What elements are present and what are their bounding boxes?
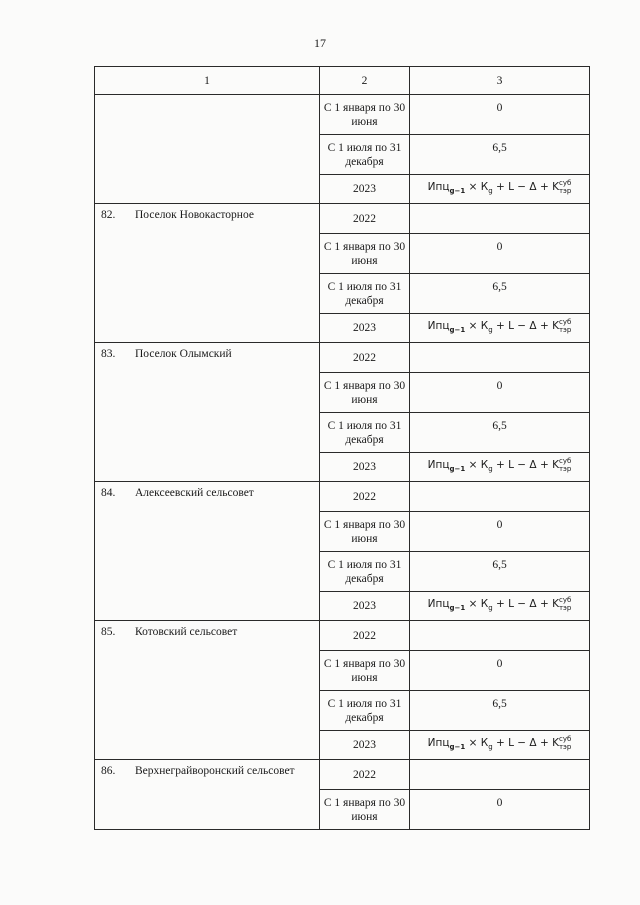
year-cell: 2022 <box>320 343 410 373</box>
municipality-cell <box>95 204 320 343</box>
value-cell-empty <box>410 204 590 234</box>
header-col-1: 1 <box>95 67 320 95</box>
value-cell-empty <box>410 482 590 512</box>
year-cell: 2022 <box>320 482 410 512</box>
value-cell: 0 <box>410 373 590 413</box>
year-cell: 2022 <box>320 204 410 234</box>
table-row <box>95 95 590 135</box>
period-cell: С 1 июля по 31 декабря <box>320 413 410 453</box>
formula-cell <box>410 592 590 621</box>
tariff-table <box>94 66 590 830</box>
period-cell: С 1 июля по 31 декабря <box>320 135 410 175</box>
period-cell: С 1 июля по 31 декабря <box>320 552 410 592</box>
row-number: 83. <box>101 348 116 360</box>
formula-cell <box>410 314 590 343</box>
value-cell-empty <box>410 621 590 651</box>
header-col-3: 3 <box>410 67 590 95</box>
municipality-name: Поселок Новокасторное <box>135 209 254 221</box>
value-cell: 0 <box>410 95 590 135</box>
period-cell: С 1 июля по 31 декабря <box>320 274 410 314</box>
value-cell: 6,5 <box>410 691 590 731</box>
value-cell: 0 <box>410 234 590 274</box>
value-cell: 0 <box>410 790 590 830</box>
municipality-name: Верхнеграйворонский сельсовет <box>135 765 295 777</box>
municipality-cell <box>95 621 320 760</box>
year-cell: 2023 <box>320 314 410 343</box>
formula-text: $Ипц_{g-1} \times К_g + L - \Delta$ + Kсуб тэр <box>427 457 572 474</box>
formula-text: $Ипц_{g-1} \times К_g + L - \Delta$ + Kсуб тэр <box>427 735 572 752</box>
municipality-cell <box>95 343 320 482</box>
formula-text: $Ипц_{g-1} \times К_g + L - \Delta$ + Kсуб тэр <box>427 596 572 613</box>
value-cell: 0 <box>410 651 590 691</box>
table-header-row <box>95 67 590 95</box>
period-cell: С 1 января по 30 июня <box>320 790 410 830</box>
row-number: 84. <box>101 487 116 499</box>
name-cell-continued <box>95 95 320 204</box>
period-cell: С 1 июля по 31 декабря <box>320 691 410 731</box>
table-row <box>95 343 590 373</box>
year-cell: 2022 <box>320 621 410 651</box>
year-cell: 2023 <box>320 731 410 760</box>
table-row <box>95 760 590 790</box>
formula-cell <box>410 731 590 760</box>
period-cell: С 1 января по 30 июня <box>320 651 410 691</box>
municipality-cell <box>95 482 320 621</box>
year-cell: 2023 <box>320 453 410 482</box>
value-cell: 6,5 <box>410 274 590 314</box>
year-cell: 2023 <box>320 592 410 621</box>
value-cell: 0 <box>410 512 590 552</box>
value-cell-empty <box>410 760 590 790</box>
header-col-2: 2 <box>320 67 410 95</box>
year-cell: 2022 <box>320 760 410 790</box>
row-number: 82. <box>101 209 116 221</box>
municipality-name: Алексеевский сельсовет <box>135 487 254 499</box>
municipality-name: Поселок Олымский <box>135 348 232 360</box>
value-cell-empty <box>410 343 590 373</box>
table-row <box>95 204 590 234</box>
municipality-cell <box>95 760 320 830</box>
table-row <box>95 621 590 651</box>
year-cell: 2023 <box>320 175 410 204</box>
table-row <box>95 482 590 512</box>
page-number: 17 <box>314 36 326 50</box>
period-cell: С 1 января по 30 июня <box>320 234 410 274</box>
value-cell: 6,5 <box>410 552 590 592</box>
formula-text: $Ипц_{g-1} \times К_g + L - \Delta$ + Kсуб тэр <box>427 179 572 196</box>
period-cell: С 1 января по 30 июня <box>320 95 410 135</box>
value-cell: 6,5 <box>410 135 590 175</box>
formula-text: $Ипц_{g-1} \times К_g + L - \Delta$ + Kсуб тэр <box>427 318 572 335</box>
municipality-name: Котовский сельсовет <box>135 626 238 638</box>
formula-cell <box>410 175 590 204</box>
formula-cell <box>410 453 590 482</box>
row-number: 86. <box>101 765 116 777</box>
period-cell: С 1 января по 30 июня <box>320 373 410 413</box>
row-number: 85. <box>101 626 116 638</box>
period-cell: С 1 января по 30 июня <box>320 512 410 552</box>
value-cell: 6,5 <box>410 413 590 453</box>
